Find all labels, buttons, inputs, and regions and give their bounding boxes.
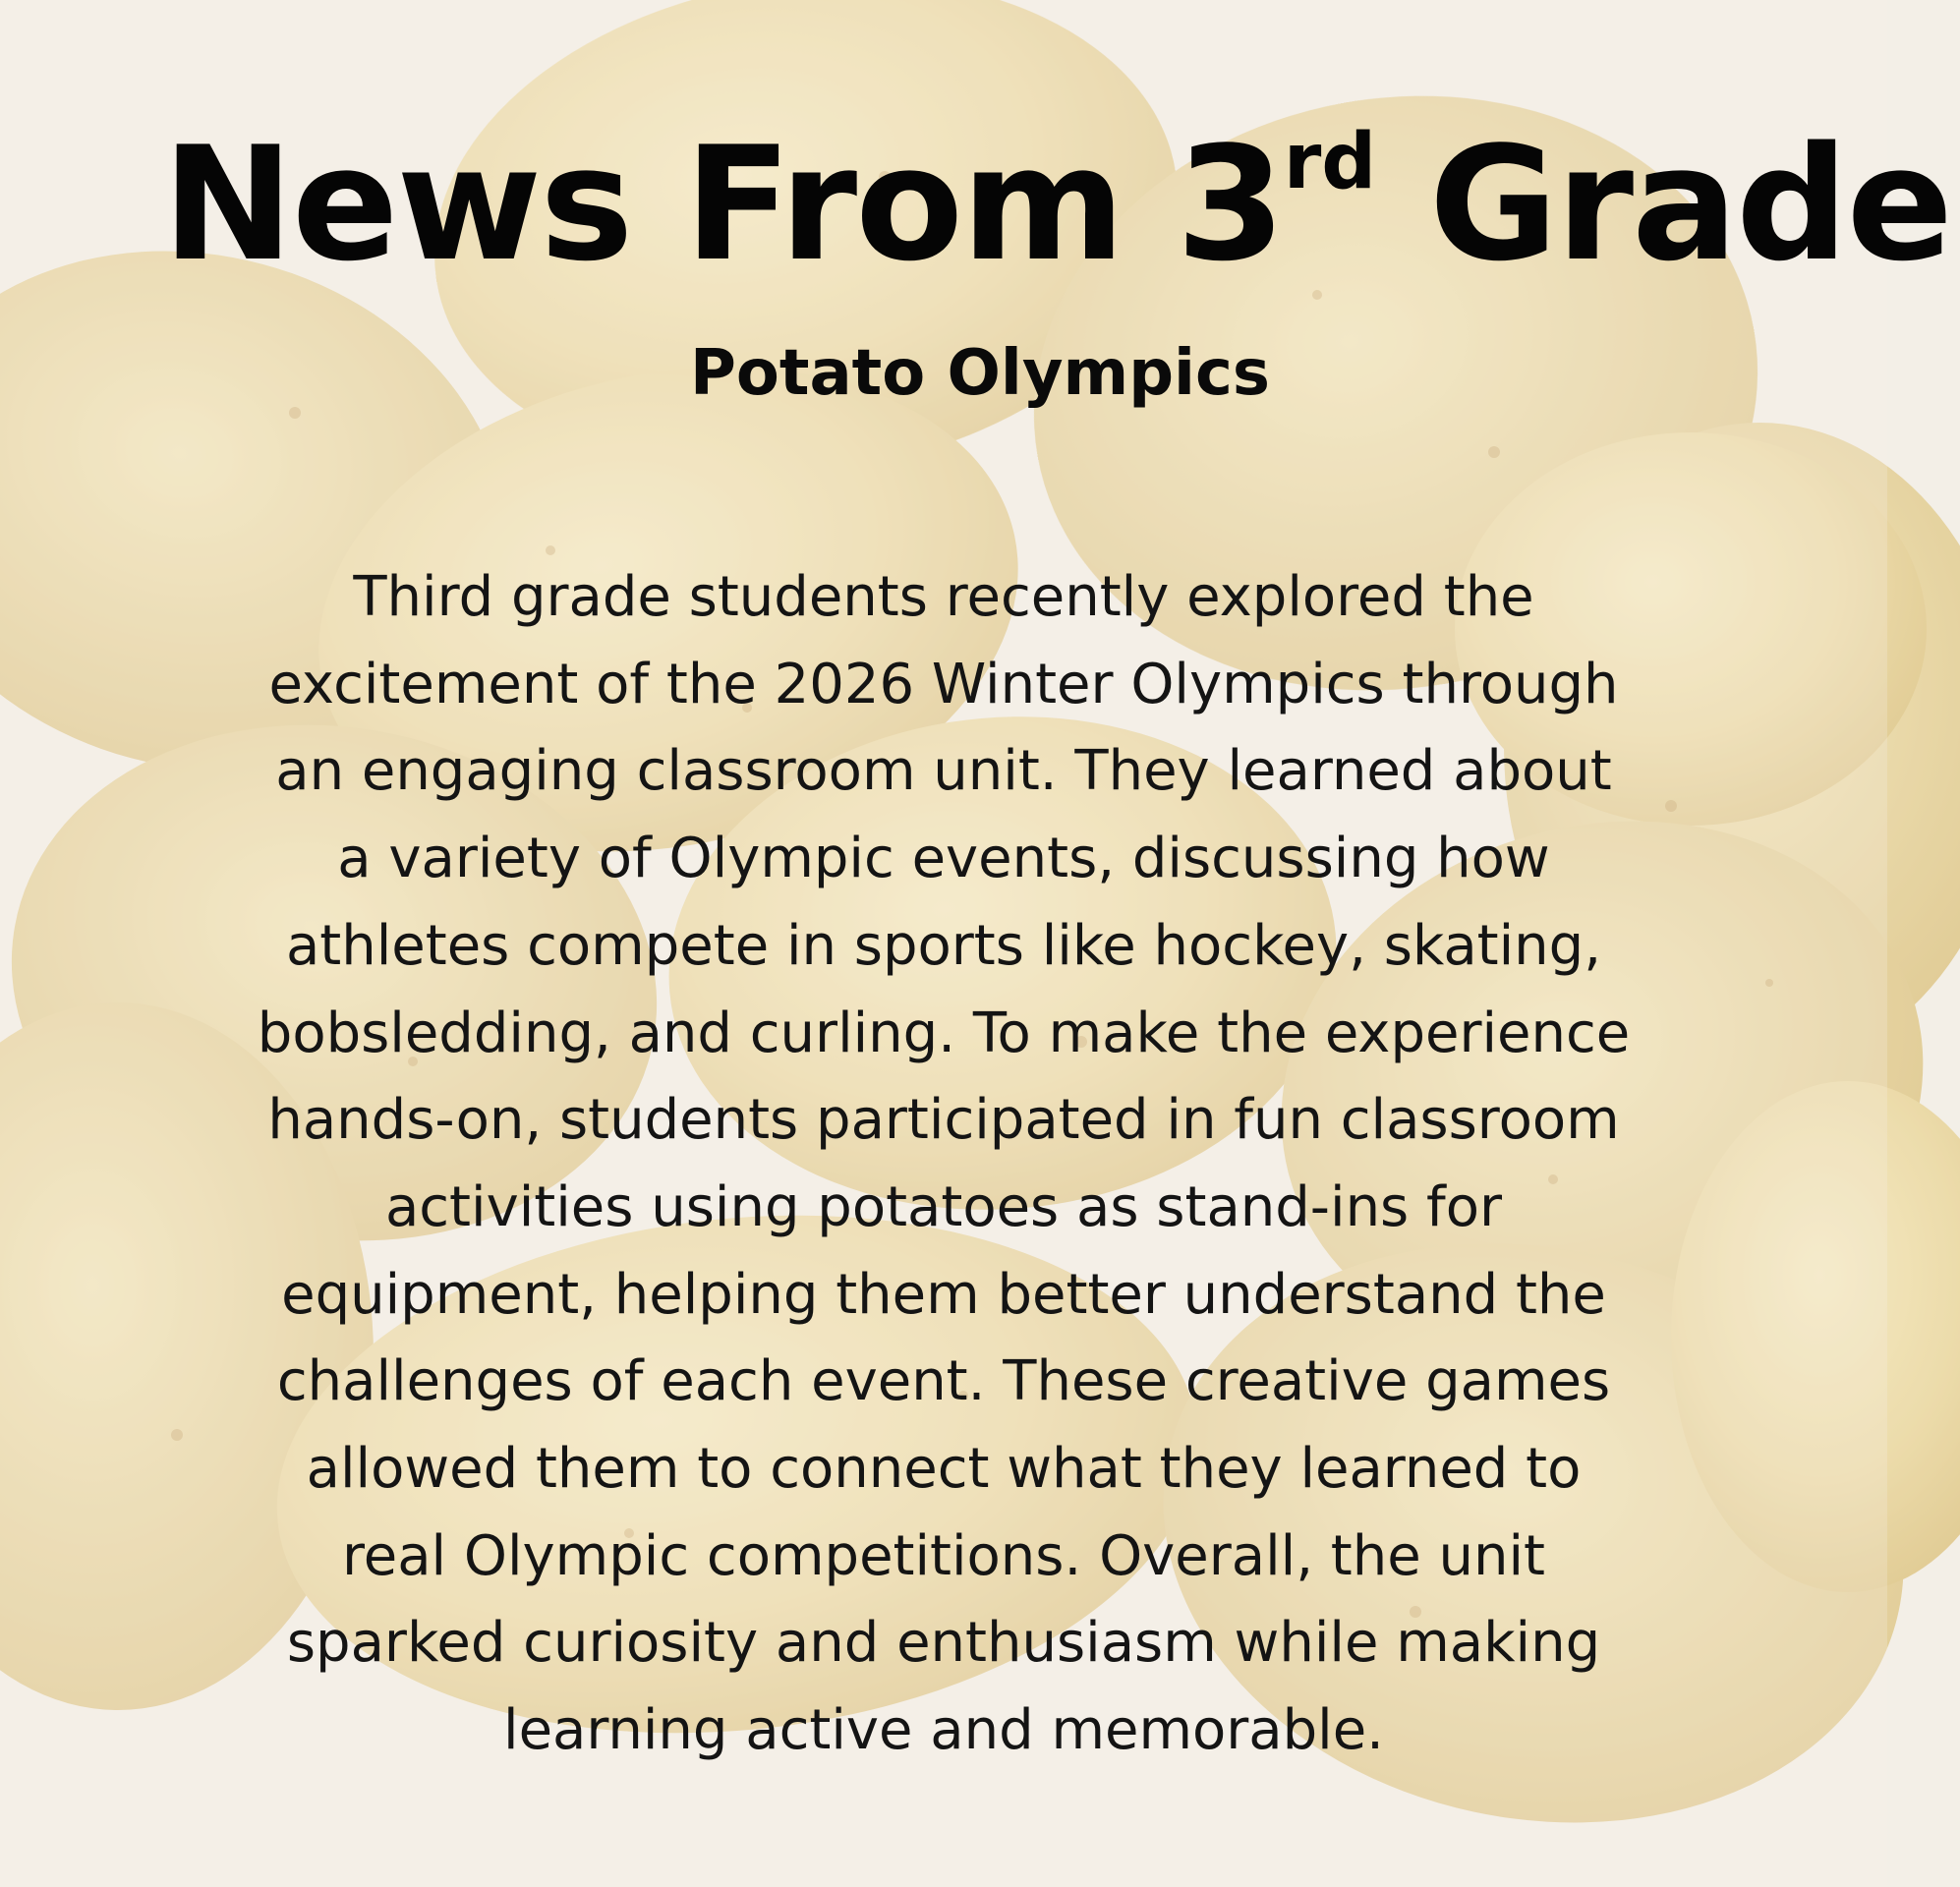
article-line: equipment, helping them better understand the (281, 1262, 1606, 1327)
title-prefix: News From 3 (162, 112, 1284, 296)
article-line: real Olympic competitions. Overall, the unit (341, 1523, 1546, 1588)
page-subtitle: Potato Olympics (689, 337, 1271, 410)
article-line: bobsledding, and curling. To make the experience (257, 1001, 1631, 1065)
article-line: activities using potatoes as stand-ins for (384, 1174, 1503, 1239)
article-line: athletes compete in sports like hockey, skating, (285, 913, 1602, 978)
page-title (162, 112, 1952, 296)
article-line: challenges of each event. These creative games (276, 1349, 1611, 1414)
article-line: allowed them to connect what they learned to (306, 1437, 1582, 1502)
article-line: sparked curiosity and enthusiasm while making (286, 1611, 1601, 1676)
article-line: excitement of the 2026 Winter Olympics through (268, 652, 1619, 716)
title-superscript: rd (1283, 117, 1377, 206)
article-line: Third grade students recently explored the (353, 565, 1534, 629)
title-suffix: Grade (1376, 112, 1952, 296)
article-line: a variety of Olympic events, discussing how (337, 827, 1550, 891)
article-line: learning active and memorable. (503, 1698, 1384, 1763)
article-body (157, 554, 1730, 1775)
article-line: hands-on, students participated in fun classroom (267, 1088, 1620, 1153)
article-line: an engaging classroom unit. They learned about (275, 739, 1612, 804)
